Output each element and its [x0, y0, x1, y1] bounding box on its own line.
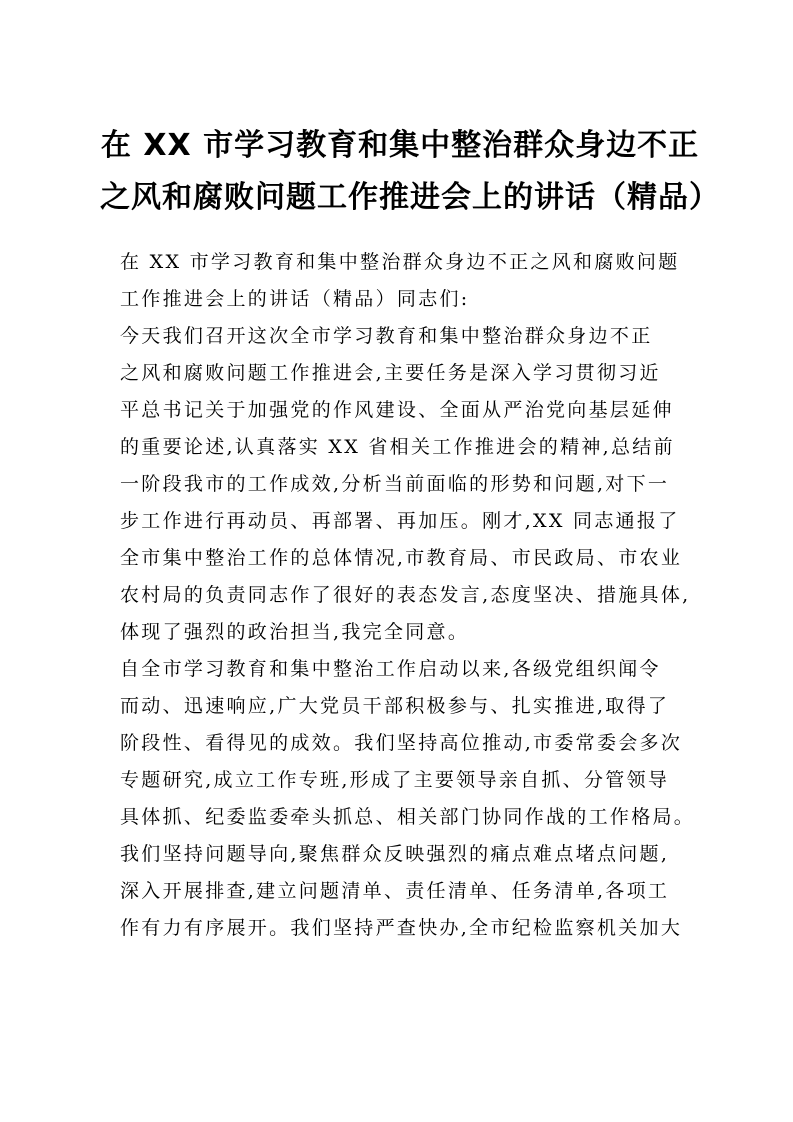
- body-line: 阶段性、看得见的成效。我们坚持高位推动,市委常委会多次: [120, 732, 683, 754]
- body-line: 步工作进行再动员、再部署、再加压。刚才,XX 同志通报了: [120, 510, 680, 532]
- body-line: 体现了强烈的政治担当,我完全同意。: [120, 621, 470, 643]
- body-line: 全市集中整治工作的总体情况,市教育局、市民政局、市农业: [120, 547, 683, 569]
- body-line: 一阶段我市的工作成效,分析当前面临的形势和问题,对下一: [120, 473, 670, 495]
- body-line: 在 XX 市学习教育和集中整治群众身边不正之风和腐败问题: [120, 251, 680, 273]
- body-line: 作有力有序展开。我们坚持严查快办,全市纪检监察机关加大: [120, 917, 683, 939]
- body-line: 农村局的负责同志作了很好的表态发言,态度坚决、措施具体,: [120, 584, 691, 606]
- body-line: 工作推进会上的讲话（精品）同志们:: [120, 288, 470, 310]
- body-line: 深入开展排查,建立问题清单、责任清单、任务清单,各项工: [120, 880, 670, 902]
- body-line: 自全市学习教育和集中整治工作启动以来,各级党组织闻令: [120, 658, 661, 680]
- body-line: 而动、迅速响应,广大党员干部积极参与、扎实推进,取得了: [120, 695, 670, 717]
- body-line: 我们坚持问题导向,聚焦群众反映强烈的痛点难点堵点问题,: [120, 843, 670, 865]
- body-line: 具体抓、纪委监委牵头抓总、相关部门协同作战的工作格局。: [120, 806, 696, 828]
- title-line-1: 在 XX 市学习教育和集中整治群众身边不正: [100, 128, 700, 163]
- title-line-2: 之风和腐败问题工作推进会上的讲话（精品）: [100, 180, 720, 215]
- document-body: [120, 244, 695, 947]
- document-title: [100, 120, 720, 224]
- body-line: 平总书记关于加强党的作风建设、全面从严治党向基层延伸: [120, 399, 674, 421]
- body-line: 今天我们召开这次全市学习教育和集中整治群众身边不正: [120, 325, 653, 347]
- body-line: 之风和腐败问题工作推进会,主要任务是深入学习贯彻习近: [120, 362, 661, 384]
- body-line: 专题研究,成立工作专班,形成了主要领导亲自抓、分管领导: [120, 769, 670, 791]
- body-line: 的重要论述,认真落实 XX 省相关工作推进会的精神,总结前: [120, 436, 675, 458]
